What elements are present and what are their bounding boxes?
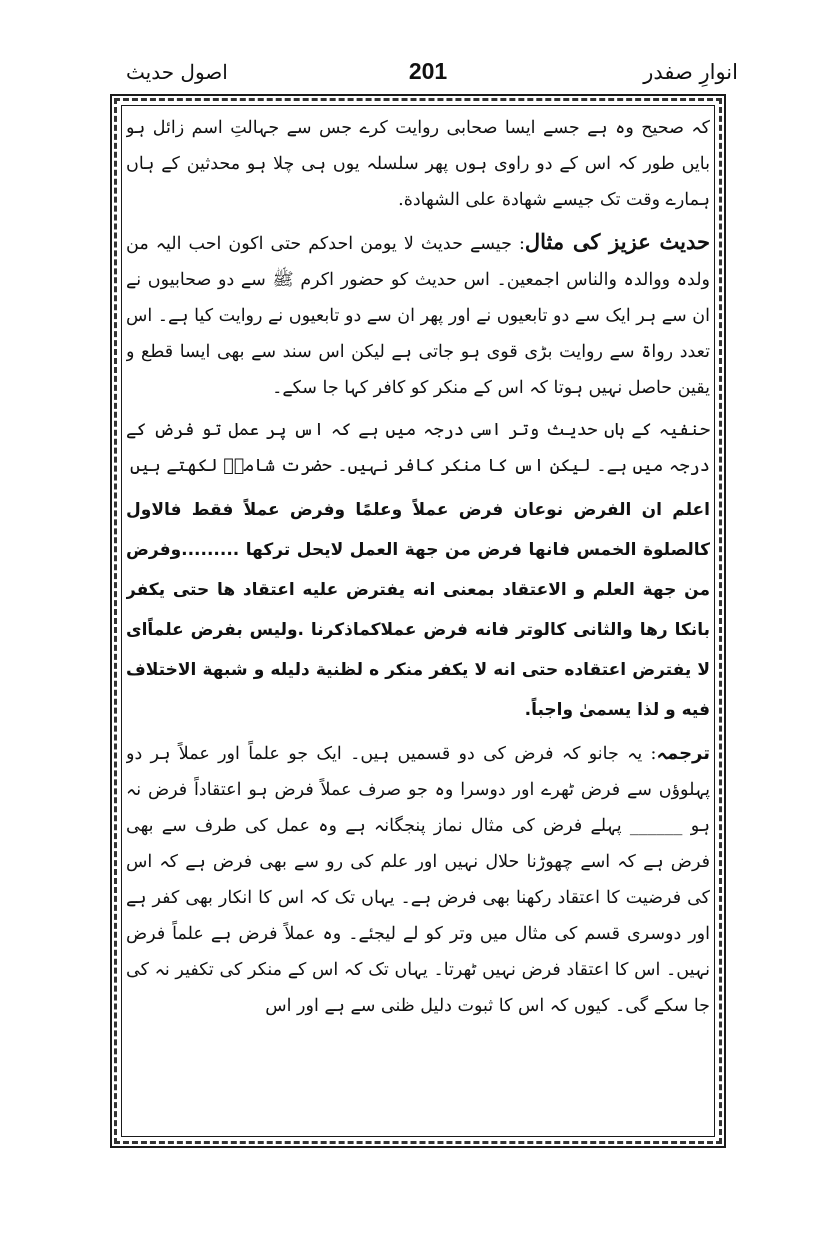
page-body [126, 110, 710, 1132]
paragraph-example-text: : جیسے حدیث لا یومن احدکم حتی اکون احب الیہ من ولدہ ووالدہ والناس اجمعین۔ اس حدیث کو حضور اکرم ﷺ سے دو صحابیوں نے ان سے ہر ایک سے دو تابعیوں نے اور پھر ان سے دو تابعیوں نے روایت کیا ہے۔ اس تعدد رواۃ سے روایت بڑی قوی ہو جاتی ہے لیکن اس سند سے بھی ایسا قطع و یقین حاصل نہیں ہوتا کہ اس کے منکر کو کافر کہا جا سکے۔ [126, 234, 710, 398]
page-header [118, 58, 738, 92]
paragraph-witr: حنفیہ کے ہاں حدیث وتر اسی درجہ میں ہے کہ اس پر عمل تو فرض کے درجہ میں ہے۔ لیکن اس کا منکر کافر نہیں۔ حضرت شامیؒ لکھتے ہیں [126, 420, 710, 476]
paragraph-translation [126, 736, 710, 1024]
translation-text: : یہ جانو کہ فرض کی دو قسمیں ہیں۔ ایک جو علماً اور عملاً ہر دو پہلوؤں سے فرض ٹھرے اور دوسرا وہ جو صرف عملاً فرض ہو اعتقاداً فرض نہ ہو ______ پہلے فرض کی مثال نماز پنجگانہ ہے وہ عمل کی طرف سے بھی فرض ہے کہ اسے چھوڑنا حلال نہیں اور علم کی رو سے بھی فرض ہے کہ اس کی فرضیت کا اعتقاد رکھنا بھی فرض ہے۔ یہاں تک کہ اس کا انکار بھی کفر ہے اور دوسری قسم کی مثال میں وتر کو لے لیجئے۔ وہ عملاً فرض ہے علماً فرض نہیں۔ اس کا اعتقاد فرض نہیں ٹھرتا۔ یہاں تک کہ اس کے منکر کی تکفیر نہ کی جا سکے گی۔ کیوں کہ اس کا ثبوت دلیل ظنی سے ہے اور اس [126, 744, 710, 1016]
paragraph-example [126, 224, 710, 406]
translation-label: ترجمہ [656, 743, 710, 764]
book-title: انوارِ صفدر [643, 60, 738, 84]
paragraph-definition: کہ صحیح وہ ہے جسے ایسا صحابی روایت کرے جس سے جہالتِ اسم زائل ہو بایں طور کہ اس کے دو راوی ہوں پھر سلسلہ یوں ہی چلا ہو محدثین کے ہاں ہمارے وقت تک جیسے شھادة علی الشھادة. [126, 118, 710, 210]
page-number: 201 [408, 58, 448, 84]
arabic-quotation: اعلم ان الفرض نوعان فرض عملاً وعلمًا وفرض عملاً فقط فالاول کالصلوة الخمس فانها فرض من جهة العمل لايحل تركها .........وفرض من جهة العلم و الاعتقاد بمعنى انه يفترض عليه اعتقاد ها حتى يكفر بانكا رها والثانى كالوتر فانه فرض عملاكماذكرنا .وليس بفرض علماًاى لا يفترض اعتقاده حتى انه لا يكفر منكر ه لظنية دليله و شبهة الاختلاف فيه و لذا يسمىٰ واجباً. [126, 500, 710, 720]
heading-aziz-example: حدیث عزیز کی مثال [524, 229, 710, 254]
section-title: اصول حدیث [126, 60, 228, 84]
page-border-frame [110, 94, 726, 1148]
